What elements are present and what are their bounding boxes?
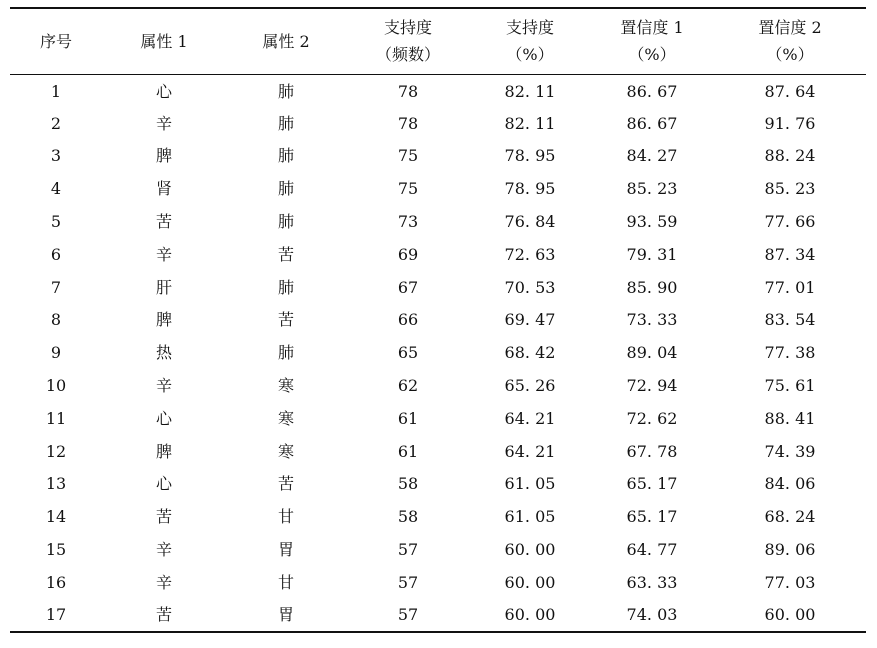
table-cell: 68. 42: [504, 343, 556, 363]
table-row: [10, 533, 866, 566]
table-cell: 85. 23: [764, 179, 816, 199]
table-cell: 苦: [277, 310, 294, 330]
table-cell: 61. 05: [504, 507, 556, 527]
table-row: [10, 140, 866, 173]
table-cell: 甘: [277, 507, 294, 527]
table-cell: 65: [397, 343, 419, 363]
table-cell: 64. 21: [504, 408, 556, 428]
table-cell: 67: [397, 277, 419, 297]
table-cell: 91. 76: [764, 113, 816, 133]
column-header-unit: （%）: [628, 45, 676, 65]
column-header-unit: （%）: [506, 45, 554, 65]
table-cell: 肝: [155, 277, 172, 297]
table-cell: 60. 00: [504, 572, 556, 592]
header-row: [10, 8, 866, 74]
table-cell: 84. 27: [626, 146, 678, 166]
column-header-label: 属性 2: [262, 31, 310, 51]
table-cell: 脾: [155, 146, 172, 166]
table-cell: 热: [155, 343, 172, 363]
table-cell: 66: [397, 310, 419, 330]
table-cell: 89. 04: [626, 343, 678, 363]
table-cell: 73. 33: [626, 310, 678, 330]
table-cell: 65. 17: [626, 474, 678, 494]
association-rules-table: [10, 7, 866, 633]
table-cell: 72. 62: [626, 408, 678, 428]
column-header: [470, 8, 590, 74]
table-cell: 76. 84: [504, 212, 556, 232]
table-cell: 77. 01: [764, 277, 816, 297]
table-cell: 57: [346, 599, 470, 632]
column-header: [10, 8, 102, 74]
table-cell: 辛: [155, 376, 172, 396]
table-cell: 苦: [277, 474, 294, 494]
table-cell: 8: [50, 310, 62, 330]
table-cell: 甘: [277, 572, 294, 592]
table-cell: 75: [397, 179, 419, 199]
table-cell: 辛: [155, 113, 172, 133]
table-header: [10, 8, 866, 74]
table-cell: 肾: [155, 179, 172, 199]
table-cell: 85. 23: [626, 179, 678, 199]
table-cell: 88. 41: [764, 408, 816, 428]
table-cell: 70. 53: [504, 277, 556, 297]
table-cell: 82. 11: [504, 82, 556, 102]
table-cell: 72. 63: [504, 244, 556, 264]
table-row: [10, 271, 866, 304]
table-cell: 14: [45, 507, 67, 527]
table-cell: 77. 03: [764, 572, 816, 592]
table-cell: 寒: [277, 408, 294, 428]
table-cell: 78. 95: [504, 179, 556, 199]
table-cell: 84. 06: [764, 474, 816, 494]
table-cell: 肺: [277, 212, 294, 232]
table-cell: 64. 77: [626, 540, 678, 560]
table-cell: 74. 03: [590, 599, 714, 632]
table-cell: 62: [397, 376, 419, 396]
table-cell: 胃: [277, 540, 294, 560]
table-cell: 60. 00: [714, 599, 866, 632]
table-cell: 5: [50, 212, 62, 232]
table-cell: 86. 67: [626, 113, 678, 133]
table-cell: 肺: [277, 277, 294, 297]
table-cell: 85. 90: [626, 277, 678, 297]
table-cell: 72. 94: [626, 376, 678, 396]
table-cell: 65. 26: [504, 376, 556, 396]
column-header: [346, 8, 470, 74]
column-header-label: 置信度 2: [758, 18, 822, 38]
table-cell: 61: [397, 408, 419, 428]
table-cell: 75: [397, 146, 419, 166]
table-cell: 64. 21: [504, 441, 556, 461]
table-cell: 83. 54: [764, 310, 816, 330]
table-cell: 61. 05: [504, 474, 556, 494]
table-cell: 脾: [155, 310, 172, 330]
table-cell: 78. 95: [504, 146, 556, 166]
table-cell: 苦: [277, 244, 294, 264]
table-row: [10, 566, 866, 599]
column-header-label: 序号: [39, 31, 72, 51]
table-cell: 11: [45, 408, 67, 428]
table-cell: 胃: [226, 599, 346, 632]
table-row: [10, 435, 866, 468]
table-row: [10, 107, 866, 140]
table-cell: 77. 66: [764, 212, 816, 232]
table-cell: 60. 00: [504, 540, 556, 560]
table-cell: 86. 67: [626, 82, 678, 102]
table-cell: 87. 34: [764, 244, 816, 264]
table-row: [10, 402, 866, 435]
column-header-label: 置信度 1: [620, 18, 684, 38]
table-row: [10, 74, 866, 107]
table-cell: 73: [397, 212, 419, 232]
table-cell: 心: [155, 82, 172, 102]
column-header: [102, 8, 226, 74]
table-cell: 辛: [155, 572, 172, 592]
table-row: [10, 238, 866, 271]
table-row: [10, 172, 866, 205]
table-cell: 58: [397, 507, 419, 527]
table-cell: 67. 78: [626, 441, 678, 461]
table-cell: 68. 24: [764, 507, 816, 527]
table-cell: 79. 31: [626, 244, 678, 264]
table-row: [10, 500, 866, 533]
table-cell: 肺: [277, 113, 294, 133]
column-header-unit: （%）: [766, 45, 814, 65]
table-cell: 肺: [277, 82, 294, 102]
table-cell: 12: [45, 441, 67, 461]
table-cell: 61: [397, 441, 419, 461]
table-cell: 69: [397, 244, 419, 264]
table-cell: 16: [45, 572, 67, 592]
table-cell: 苦: [155, 212, 172, 232]
table-cell: 1: [50, 82, 62, 102]
table-row: [10, 205, 866, 238]
table-cell: 心: [155, 474, 172, 494]
table-cell: 87. 64: [764, 82, 816, 102]
table-row: [10, 304, 866, 337]
table-cell: 60. 00: [470, 599, 590, 632]
table-cell: 93. 59: [626, 212, 678, 232]
table-cell: 13: [45, 474, 67, 494]
table-cell: 17: [10, 599, 102, 632]
table-cell: 寒: [277, 376, 294, 396]
table-cell: 88. 24: [764, 146, 816, 166]
table-cell: 57: [397, 572, 419, 592]
table-cell: 65. 17: [626, 507, 678, 527]
table-cell: 肺: [277, 343, 294, 363]
table-cell: 苦: [155, 507, 172, 527]
table-cell: 4: [50, 179, 62, 199]
table-cell: 58: [397, 474, 419, 494]
table-row: [10, 599, 866, 632]
table-cell: 9: [50, 343, 62, 363]
table-cell: 脾: [155, 441, 172, 461]
table-cell: 2: [50, 113, 62, 133]
table-cell: 63. 33: [626, 572, 678, 592]
column-header-label: 支持度: [383, 18, 432, 38]
table-cell: 57: [397, 540, 419, 560]
table-cell: 心: [155, 408, 172, 428]
column-header-unit: （频数）: [375, 45, 440, 65]
table-cell: 6: [50, 244, 62, 264]
table-cell: 10: [45, 376, 67, 396]
table-cell: 82. 11: [504, 113, 556, 133]
table-row: [10, 468, 866, 501]
table-cell: 69. 47: [504, 310, 556, 330]
table-cell: 75. 61: [764, 376, 816, 396]
table-cell: 寒: [277, 441, 294, 461]
table-cell: 78: [397, 82, 419, 102]
table-cell: 辛: [155, 540, 172, 560]
table-cell: 苦: [102, 599, 226, 632]
column-header-label: 支持度: [505, 18, 554, 38]
table-cell: 89. 06: [764, 540, 816, 560]
table-body: [10, 74, 866, 632]
column-header: [714, 8, 866, 74]
table-cell: 7: [50, 277, 62, 297]
column-header-label: 属性 1: [140, 31, 188, 51]
table-cell: 74. 39: [764, 441, 816, 461]
column-header: [590, 8, 714, 74]
table-cell: 77. 38: [764, 343, 816, 363]
table-cell: 15: [45, 540, 67, 560]
column-header: [226, 8, 346, 74]
table-row: [10, 369, 866, 402]
table-row: [10, 336, 866, 369]
table-cell: 辛: [155, 244, 172, 264]
table-cell: 78: [397, 113, 419, 133]
table-cell: 肺: [277, 179, 294, 199]
table-cell: 肺: [277, 146, 294, 166]
table-cell: 3: [50, 146, 62, 166]
